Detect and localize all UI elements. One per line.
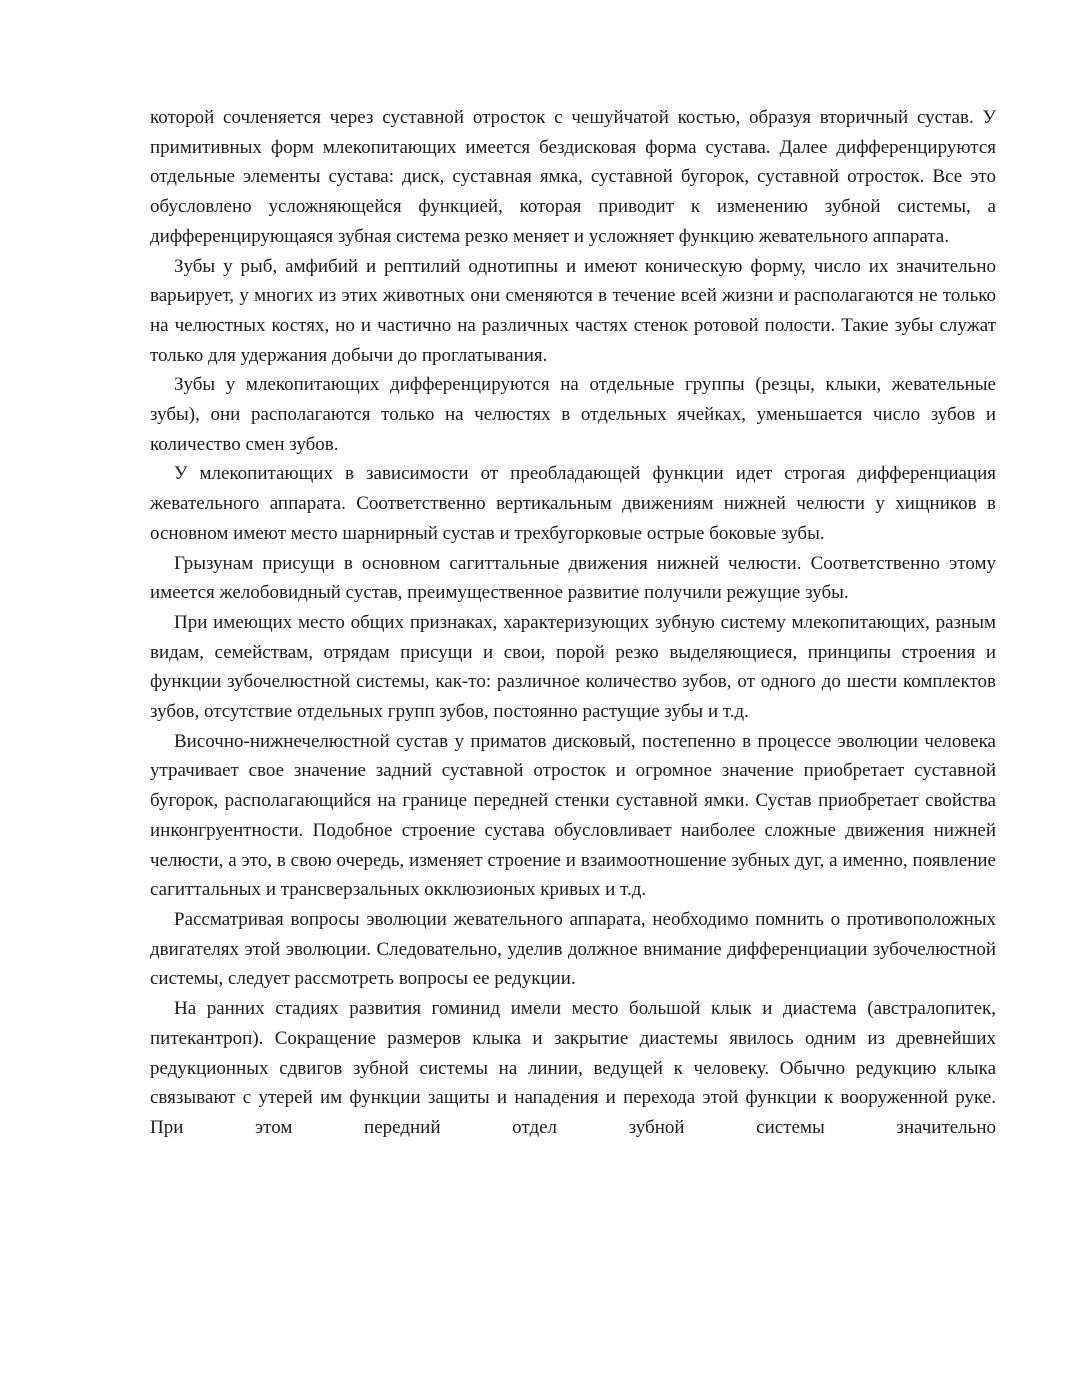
paragraph-4: У млекопитающих в зависимости от преобладающей функции идет строгая дифференциация жевательного аппарата. Соответственно вертикальным движениям нижней челюсти у хищников в основном имеют место шарнирный сустав и трехбугорковые острые боковые зубы. (150, 463, 996, 544)
paragraph-5: Грызунам присущи в основном сагиттальные движения нижней челюсти. Соответственно этому имеется желобовидный сустав, преимущественное развитие получили режущие зубы. (150, 552, 996, 604)
paragraph-7: Височно-нижнечелюстной сустав у приматов дисковый, постепенно в процессе эволюции человека утрачивает свое значение задний суставной отросток и огромное значение приобретает суставной бугорок, располагающийся на границе передней стенки суставной ямки. Сустав приобретает свойства инконгруентности. Подобное строение сустава обусловливает наиболее сложные движения нижней челюсти, а это, в свою очередь, изменяет строение и взаимоотношение зубных дуг, а именно, появление сагиттальных и трансверзальных окклюзионых кривых и т.д. (150, 730, 996, 901)
paragraph-6: При имеющих место общих признаках, характеризующих зубную систему млекопитающих, разным видам, семействам, отрядам присущи и свои, порой резко выделяющиеся, принципы строения и функции зубочелюстной системы, как-то: различное количество зубов, от одного до шести комплектов зубов, отсутствие отдельных групп зубов, постоянно растущие зубы и т.д. (150, 611, 996, 723)
document-page (150, 103, 996, 1143)
paragraph-1: которой сочленяется через суставной отросток с чешуйчатой костью, образуя вторичный сустав. У примитивных форм млекопитающих имеется бездисковая форма сустава. Далее дифференцируются отдельные элементы сустава: диск, суставная ямка, суставной бугорок, суставной отросток. Все это обусловлено усложняющейся функцией, которая приводит к изменению зубной системы, а дифференцирующаяся зубная система резко меняет и усложняет функцию жевательного аппарата. (150, 107, 996, 247)
paragraph-3: Зубы у млекопитающих дифференцируются на отдельные группы (резцы, клыки, жевательные зубы), они располагаются только на челюстях в отдельных ячейках, уменьшается число зубов и количество смен зубов. (150, 374, 996, 455)
paragraph-9: На ранних стадиях развития гоминид имели место большой клык и диастема (австралопитек, питекантроп). Сокращение размеров клыка и закрытие диастемы явилось одним из древнейших редукционных сдвигов зубной системы на линии, ведущей к человеку. Обычно редукцию клыка связывают с утерей им функции защиты и нападения и перехода этой функции к вооруженной руке. При этом передний отдел зубной системы значительно (150, 998, 996, 1138)
paragraph-2: Зубы у рыб, амфибий и рептилий однотипны и имеют коническую форму, число их значительно варьирует, у многих из этих животных они сменяются в течение всей жизни и располагаются не только на челюстных костях, но и частично на различных частях стенок ротовой полости. Такие зубы служат только для удержания добычи до проглатывания. (150, 255, 996, 366)
paragraph-8: Рассматривая вопросы эволюции жевательного аппарата, необходимо помнить о противоположных двигателях этой эволюции. Следовательно, уделив должное внимание дифференциации зубочелюстной системы, следует рассмотреть вопросы ее редукции. (150, 908, 996, 990)
